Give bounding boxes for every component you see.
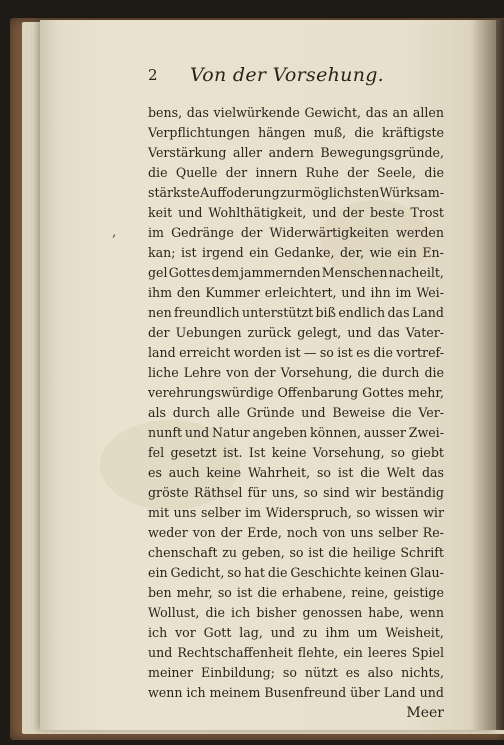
text-line: es auch keine Wahrheit, so ist die Welt das xyxy=(148,465,444,480)
text-line: Verpflichtungen hängen muß, die kräftigste xyxy=(148,125,444,140)
text-line: meiner Einbildung; so nützt es also nichts, xyxy=(148,665,444,680)
text-line: weder von der Erde, noch von uns selber Re- xyxy=(148,525,444,540)
text-line: und Rechtschaffenheit flehte, ein leeres Spiel xyxy=(148,645,444,660)
text-line: der Uebungen zurück gelegt, und das Vater- xyxy=(148,325,444,340)
page-number: 2 xyxy=(148,66,158,84)
spine-shadow xyxy=(472,20,496,730)
page-header xyxy=(104,66,448,92)
margin-mark: , xyxy=(112,224,117,240)
text-line: gröste Räthsel für uns, so sind wir beständig xyxy=(148,485,444,500)
text-line: stärkste Auffoderung zur möglichsten Würksam- xyxy=(148,185,444,200)
text-line: Verstärkung aller andern Bewegungsgründe, xyxy=(148,145,444,160)
text-line: keit und Wohlthätigkeit, und der beste Trost xyxy=(148,205,444,220)
text-line: wenn ich meinem Busenfreund über Land und xyxy=(148,685,444,700)
text-line: die Quelle der innern Ruhe der Seele, die xyxy=(148,165,444,180)
text-line: ben mehr, so ist die erhabene, reine, geistige xyxy=(148,585,444,600)
text-line: bens, das vielwürkende Gewicht, das an allen xyxy=(148,105,444,120)
text-line: nunft und Natur angeben können, ausser Zwei- xyxy=(148,425,444,440)
text-line: fel gesetzt ist. Ist keine Vorsehung, so giebt xyxy=(148,445,444,460)
text-line: gel Gottes dem jammernden Menschen nacheilt, xyxy=(148,265,444,280)
text-line: nen freundlich unterstützt biß endlich das Land xyxy=(148,305,444,320)
running-head: Von der Vorsehung. xyxy=(190,64,385,86)
text-line: chenschaft zu geben, so ist die heilige Schrift xyxy=(148,545,444,560)
text-line: land erreicht worden ist — so ist es die vortref- xyxy=(148,345,444,360)
text-line: Wollust, die ich bisher genossen habe, wenn xyxy=(148,605,444,620)
text-body xyxy=(148,103,444,725)
text-line: ihm den Kummer erleichtert, und ihn im Wei- xyxy=(148,285,444,300)
catchword: Meer xyxy=(406,705,444,721)
text-line: ich vor Gott lag, und zu ihm um Weisheit, xyxy=(148,625,444,640)
text-line: verehrungswürdige Offenbarung Gottes mehr, xyxy=(148,385,444,400)
text-line: ein Gedicht, so hat die Geschichte keinen Glau- xyxy=(148,565,444,580)
text-line: kan; ist irgend ein Gedanke, der, wie ein En- xyxy=(148,245,444,260)
text-line: mit uns selber im Widerspruch, so wissen wir xyxy=(148,505,444,520)
text-line: als durch alle Gründe und Beweise die Ver- xyxy=(148,405,444,420)
text-line: liche Lehre von der Vorsehung, die durch die xyxy=(148,365,444,380)
text-line: im Gedränge der Widerwärtigkeiten werden xyxy=(148,225,444,240)
